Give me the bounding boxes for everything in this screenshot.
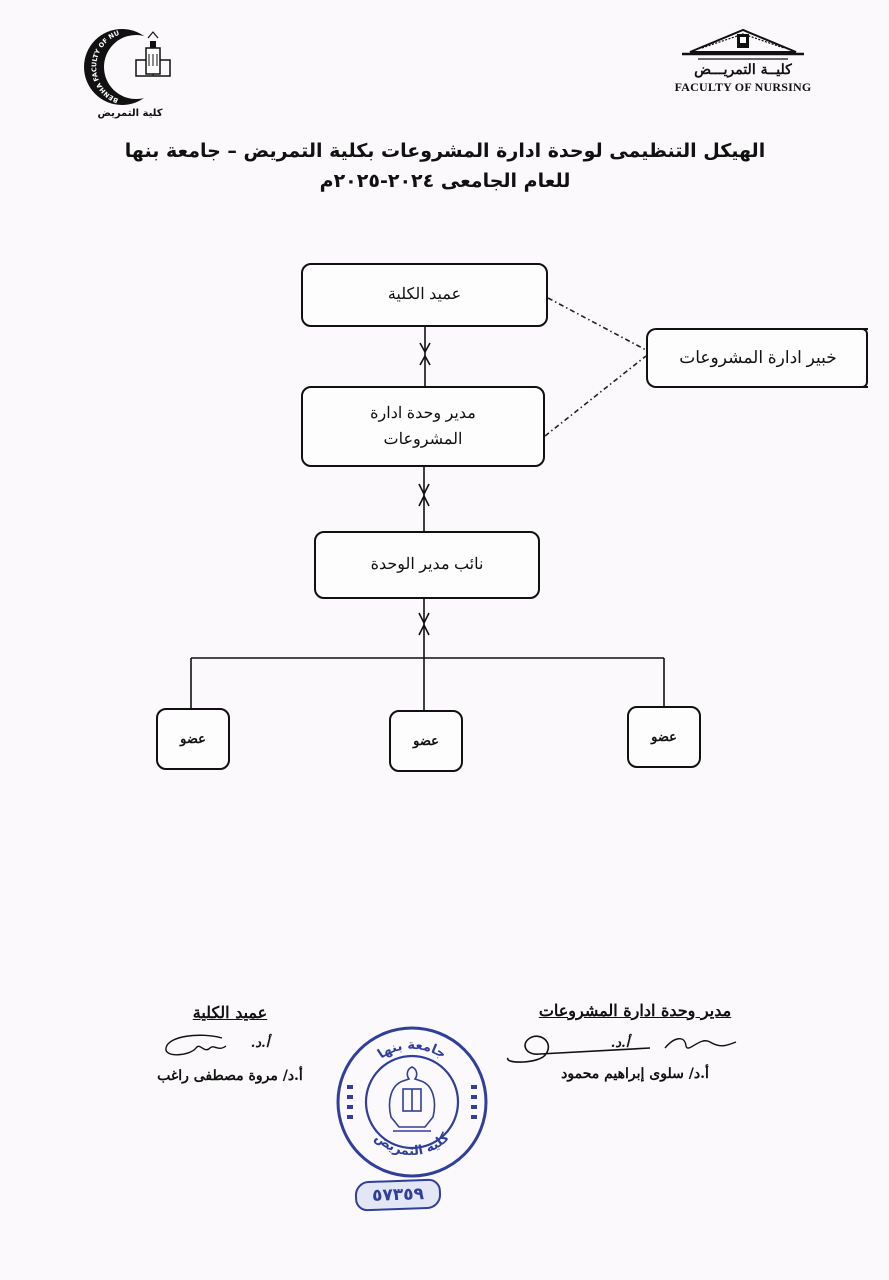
- org-box-member-label: عضو: [180, 731, 206, 746]
- org-box-expert-edge: [862, 328, 868, 388]
- double-arrow-icon: [419, 613, 429, 635]
- org-box-expert: [646, 328, 868, 388]
- org-box-dean-label: عميد الكلية: [387, 286, 462, 303]
- signature-left-name: أ.د/ مروة مصطفى راغب: [157, 1068, 303, 1084]
- signature-right-name: أ.د/ سلوى إبراهيم محمود: [561, 1066, 709, 1082]
- stamp-bottom-text: كلية التمريض: [371, 1130, 453, 1160]
- stamp-number: ٥٧٣٥٩: [355, 1179, 442, 1212]
- page-title: الهيكل التنظيمى لوحدة ادارة المشروعات بكلية التمريض – جامعة بنها: [124, 140, 766, 162]
- logo-right-english: FACULTY OF NURSING: [674, 80, 812, 94]
- faculty-of-nursing-logo-right: [668, 26, 818, 100]
- signature-right-role: مدير وحدة ادارة المشروعات: [538, 1001, 732, 1020]
- svg-text:جامعة بنها: [375, 1038, 448, 1062]
- crescent-logo-icon: [80, 28, 180, 108]
- logo-right-arabic: كليــة التمريـــض: [694, 62, 792, 78]
- dashed-link-manager-expert: [545, 356, 646, 436]
- org-box-member-label: عضو: [413, 733, 439, 748]
- org-box-member: [627, 706, 701, 768]
- org-box-dean: [301, 263, 548, 327]
- signature-left-initial: أ.د.: [250, 1036, 270, 1051]
- org-box-deputy-label: نائب مدير الوحدة: [370, 556, 484, 573]
- double-arrow-icon: [420, 343, 430, 365]
- signature-right-initial: أ.د.: [610, 1036, 630, 1051]
- logo-left-caption: كلية التمريض: [97, 108, 163, 119]
- stamp-top-text: جامعة بنها: [375, 1037, 449, 1063]
- handwritten-signature-left: [160, 1030, 230, 1060]
- svg-text:كلية التمريض: [371, 1130, 452, 1159]
- double-arrow-icon: [419, 484, 429, 506]
- org-box-deputy: [314, 531, 540, 599]
- org-box-expert-label: خبير ادارة المشروعات: [679, 348, 837, 367]
- org-box-member-label: عضو: [651, 729, 677, 744]
- org-box-member: [389, 710, 463, 772]
- dashed-link-dean-expert: [548, 298, 646, 350]
- logo-ring-text: BENHA FACULTY OF NU: [90, 28, 121, 105]
- eagle-emblem-icon: [390, 1067, 435, 1131]
- university-seal-stamp: [333, 1023, 491, 1181]
- benha-nursing-logo-left: [80, 28, 180, 124]
- org-box-unit-manager-label: مدير وحدة ادارة المشروعات: [370, 404, 476, 448]
- org-box-unit-manager: [301, 386, 545, 467]
- org-box-member: [156, 708, 230, 770]
- page-subtitle: للعام الجامعى ٢٠٢٤-٢٠٢٥م: [319, 170, 571, 192]
- university-building-icon: [668, 26, 818, 62]
- signature-left-role: عميد الكلية: [192, 1003, 268, 1022]
